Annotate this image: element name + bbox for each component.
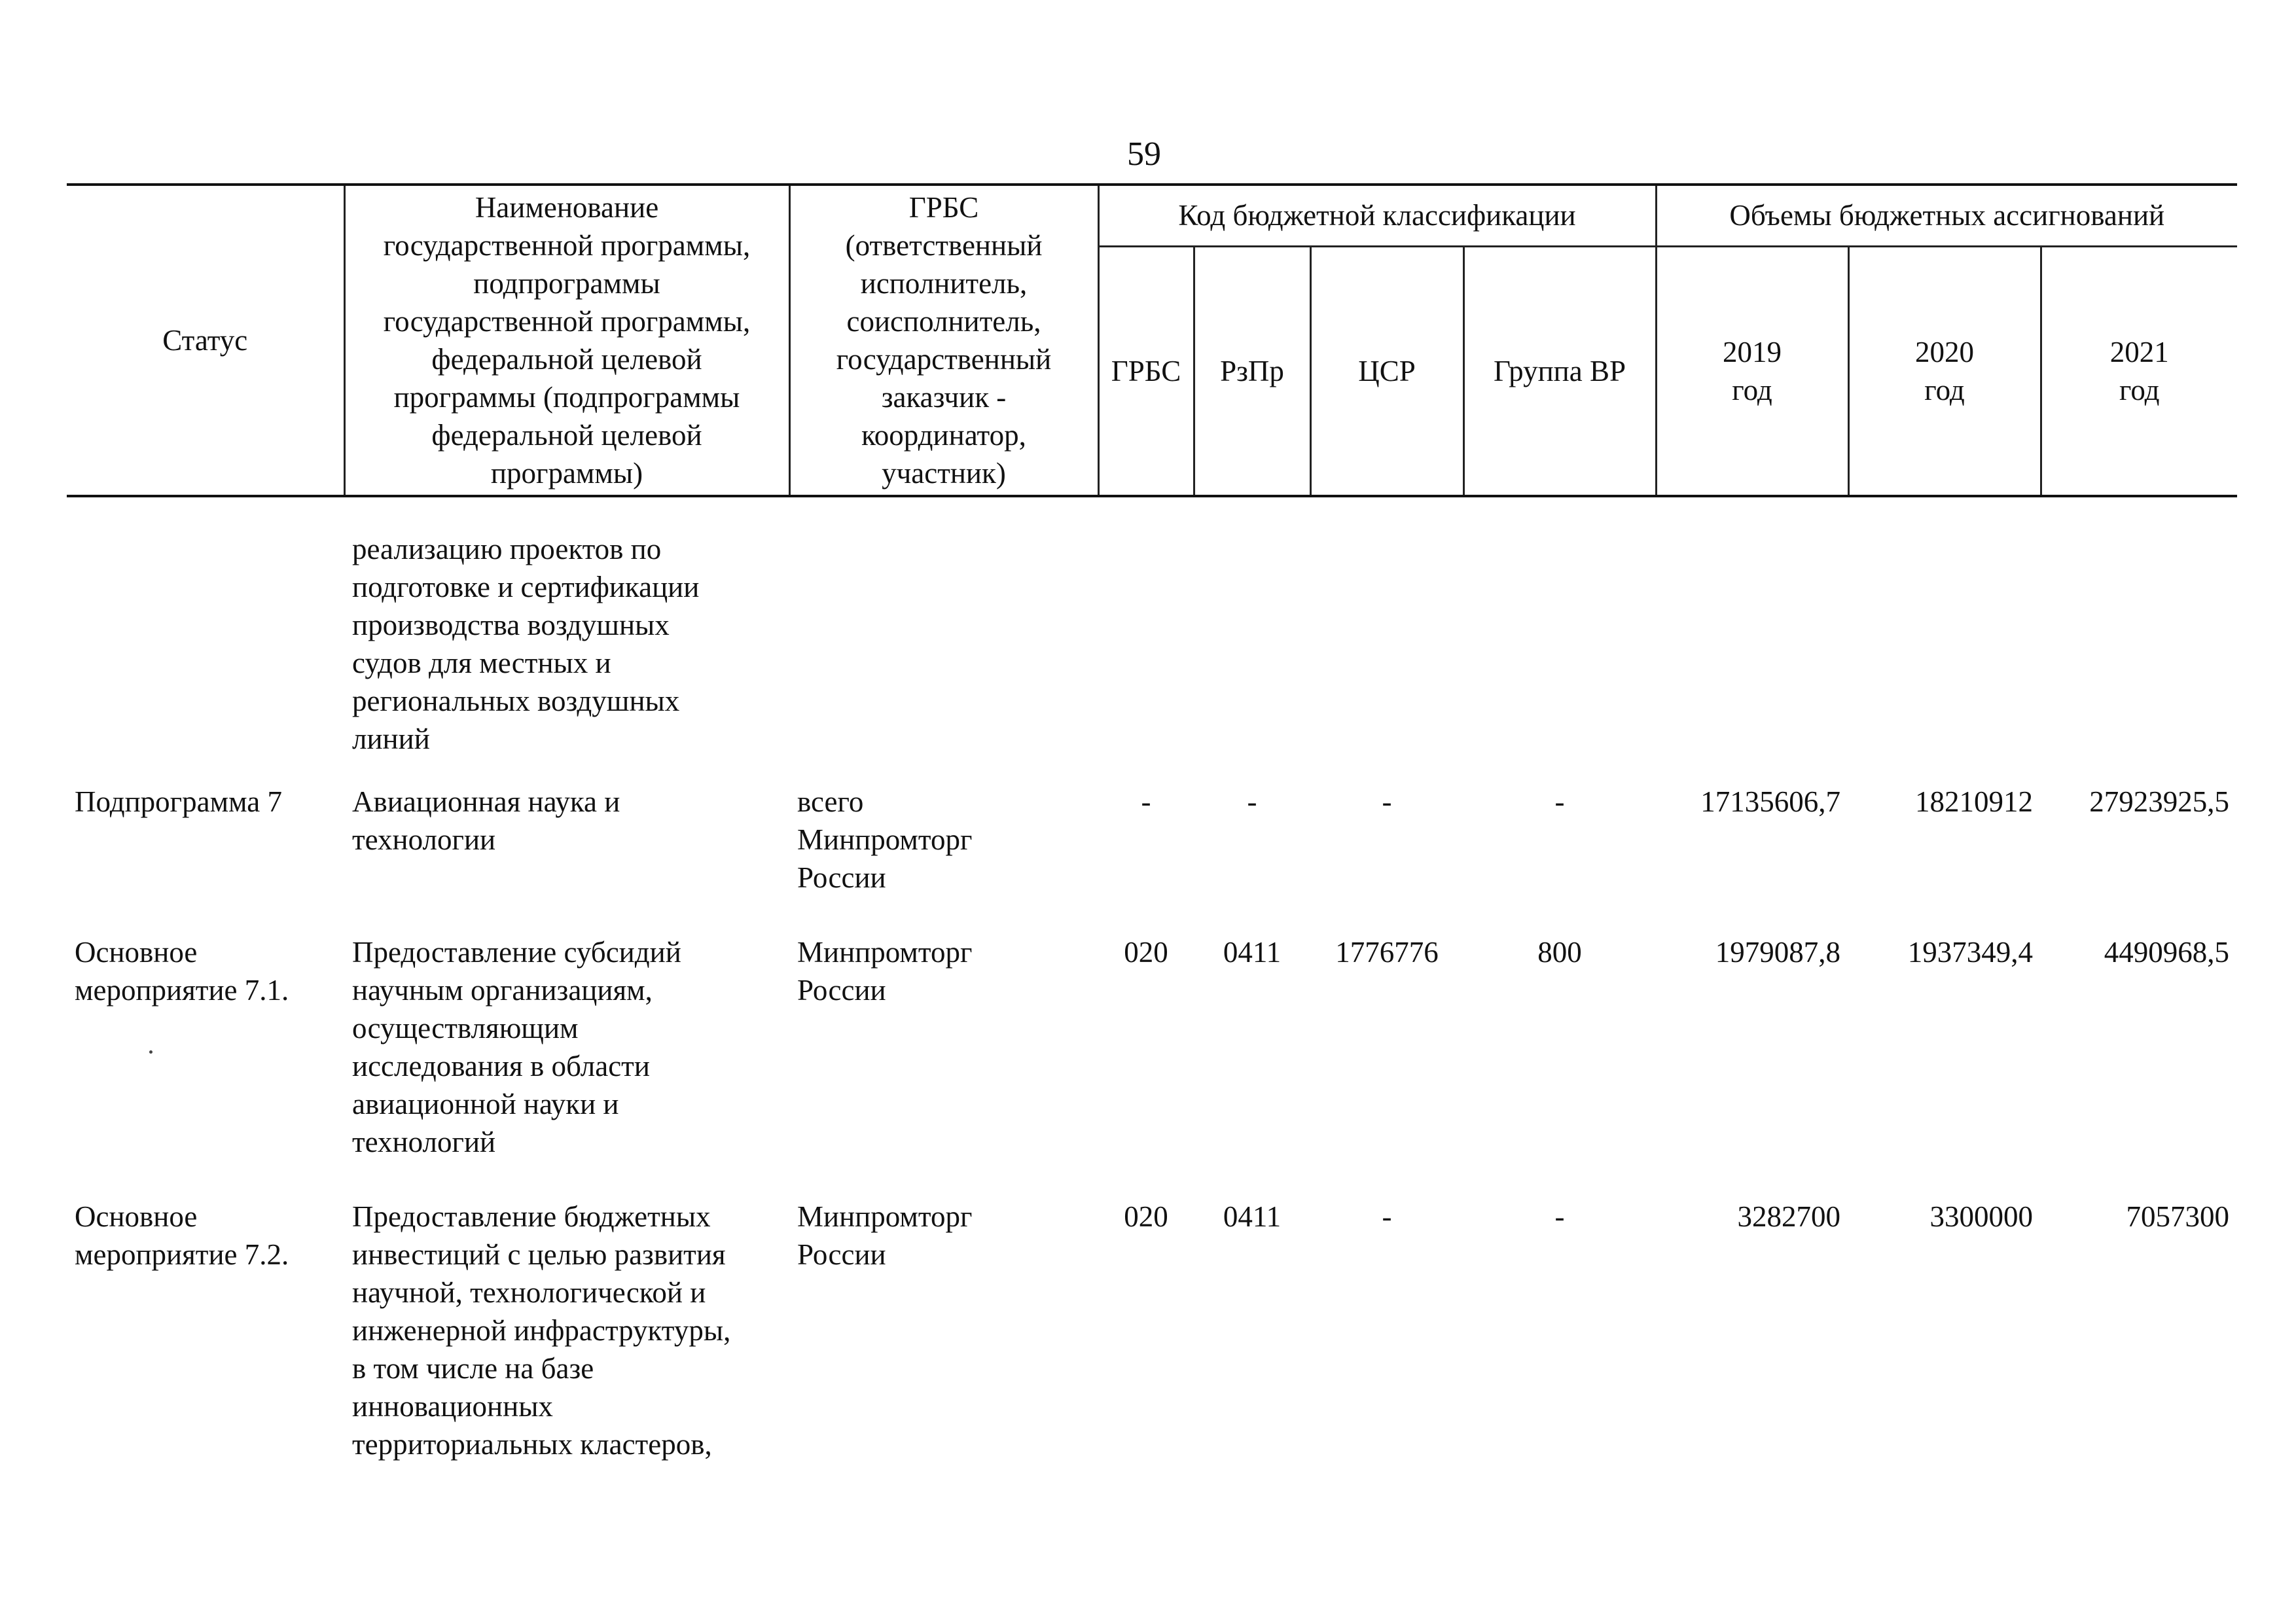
header-row-1 <box>67 185 2237 246</box>
cell-csr: - <box>1382 785 1392 818</box>
cell-name: Предоставление субсидий научным организациям, осуществляющим исследования в области авиационной науки и технологий <box>352 936 681 1158</box>
cell-rzpr: 0411 <box>1223 936 1282 969</box>
cell-rzpr: - <box>1247 785 1257 818</box>
cell-2019: 3282700 <box>1737 1200 1841 1233</box>
header-grbs-responsible: ГРБС (ответственный исполнитель, соисполнитель, государственный заказчик - координатор, участник) <box>789 185 1098 496</box>
cell-csr: 1776776 <box>1335 936 1439 969</box>
cell-2021 <box>2041 496 2237 783</box>
cell-grbs-name: Минпромторг России <box>797 1200 973 1271</box>
cell-2020: 1937349,4 <box>1907 936 2034 969</box>
cell-2019: 17135606,7 <box>1700 785 1841 818</box>
cell-rzpr <box>1194 496 1310 783</box>
cell-grbs <box>1098 496 1194 783</box>
cell-grbs-name <box>789 496 1098 783</box>
table-row <box>67 1198 2237 1500</box>
header-col-grbs: ГРБС <box>1098 246 1194 496</box>
page-number: 59 <box>1127 135 1161 173</box>
header-col-csr: ЦСР <box>1310 246 1463 496</box>
table-row <box>67 496 2237 783</box>
cell-grbs: 020 <box>1124 1200 1168 1233</box>
cell-2019: 1979087,8 <box>1715 936 1841 969</box>
header-volumes-group: Объемы бюджетных ассигнований <box>1656 185 2237 246</box>
cell-name: Предоставление бюджетных инвестиций с целью развития научной, технологической и инженерной инфраструктуры, в том числе на базе инновационных территориальных кластеров, <box>352 1200 731 1461</box>
cell-status: Подпрограмма 7 <box>75 785 282 818</box>
cell-status: Основное мероприятие 7.2. <box>75 1200 289 1271</box>
cell-rzpr: 0411 <box>1223 1200 1282 1233</box>
header-col-2019: 2019 год <box>1656 246 1848 496</box>
cell-status: Основное мероприятие 7.1. <box>75 936 289 1007</box>
cell-vr <box>1463 496 1656 783</box>
cell-2021: 7057300 <box>2126 1200 2230 1233</box>
header-col-rzpr: РзПр <box>1194 246 1310 496</box>
cell-name: Авиационная наука и технологии <box>352 785 620 856</box>
cell-vr: - <box>1554 1200 1565 1233</box>
cell-2019 <box>1656 496 1848 783</box>
header-col-vr: Группа ВР <box>1463 246 1656 496</box>
cell-2021: 4490968,5 <box>2104 936 2230 969</box>
cell-vr: - <box>1554 785 1565 818</box>
cell-grbs-name: Минпромторг России <box>797 936 973 1007</box>
scan-speck <box>149 1050 152 1054</box>
cell-status <box>67 496 344 783</box>
cell-grbs: - <box>1141 785 1151 818</box>
header-col-2020: 2020 год <box>1848 246 2041 496</box>
cell-name: реализацию проектов по подготовке и сертификации производства воздушных судов для местных и региональных воздушных линий <box>352 533 700 755</box>
cell-grbs-name: всего Минпромторг России <box>797 785 973 894</box>
header-col-2021: 2021 год <box>2041 246 2237 496</box>
cell-2020 <box>1848 496 2041 783</box>
header-code-group: Код бюджетной классификации <box>1098 185 1656 246</box>
cell-2020: 18210912 <box>1915 785 2034 818</box>
cell-csr: - <box>1382 1200 1392 1233</box>
budget-table <box>67 183 2237 1500</box>
cell-csr <box>1310 496 1463 783</box>
cell-grbs: 020 <box>1124 936 1168 969</box>
cell-2021: 27923925,5 <box>2089 785 2230 818</box>
cell-vr: 800 <box>1537 936 1582 969</box>
header-name: Наименование государственной программы, подпрограммы государственной программы, федеральной целевой программы (подпрограммы федеральной целевой программы) <box>344 185 789 496</box>
table-row <box>67 933 2237 1198</box>
cell-2020: 3300000 <box>1929 1200 2034 1233</box>
table-row <box>67 783 2237 933</box>
header-status: Статус <box>67 185 344 496</box>
